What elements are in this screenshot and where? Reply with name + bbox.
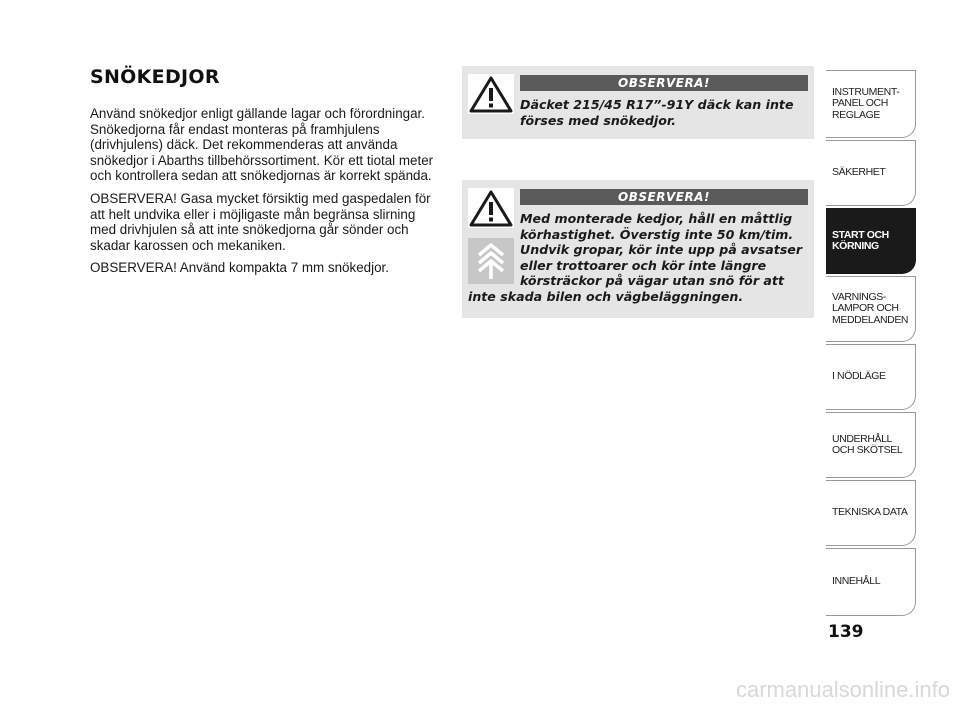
warning-triangle-icon	[468, 74, 514, 114]
tab-label: MEDDELANDEN	[832, 313, 909, 326]
tab-label: I NÖDLÄGE	[832, 370, 886, 383]
tab-label: KÖRNING	[832, 240, 879, 252]
tab-tekniska-data[interactable]	[826, 480, 916, 546]
tab-varningslampor[interactable]	[826, 276, 916, 342]
tab-i-nodlage[interactable]	[826, 344, 916, 410]
section-title: SNÖKEDJOR	[90, 66, 220, 88]
tab-label: TEKNISKA DATA	[832, 506, 908, 519]
warning-text	[468, 211, 806, 304]
warning-text-rest: inte skada bilen och vägbeläggningen.	[468, 288, 744, 304]
tab-label: UNDERHÅLL	[832, 432, 892, 445]
paragraph: Använd snökedjor enligt gällande lagar och förordningar. Snökedjorna får endast monteras på framhjulens (drivhjulens) däck. Det rekommenderas att använda snökedjor i Abarths tillbehörssortiment. Kör ett tiotal meter och kontrollera sedan att snökedjornas är korrekt spända.	[90, 106, 434, 184]
warning-box	[462, 66, 814, 139]
tab-label: SÄKERHET	[832, 166, 886, 179]
tab-label: OCH SKÖTSEL	[832, 444, 903, 456]
tab-label: PANEL OCH	[832, 97, 888, 110]
warning-text-indented: Med monterade kedjor, håll en måttlig körhastighet. Överstig inte 50 km/tim. Undvik gropar, kör inte upp på avsatser eller trottoarer och kör inte längre körsträckor på vägar utan snö för att	[520, 211, 803, 288]
section-body	[90, 106, 445, 283]
tab-label: INSTRUMENT-	[832, 85, 900, 98]
tab-innehall[interactable]	[826, 548, 916, 616]
warning-text: Däcket 215/45 R17”-91Y däck kan inte förses med snökedjor.	[520, 97, 794, 128]
tab-label: VARNINGS-	[832, 290, 886, 303]
watermark: carmanualsonline.info	[735, 677, 950, 702]
warning-header: OBSERVERA!	[520, 75, 808, 91]
tab-underhall[interactable]	[826, 412, 916, 478]
tab-start-och-korning[interactable]	[826, 208, 916, 274]
tab-label: LAMPOR OCH	[832, 302, 899, 315]
paragraph: OBSERVERA! Gasa mycket försiktig med gaspedalen för att helt undvika eller i möjligaste mån begränsa slirning med drivhjulen så att inte snökedjorna går sönder och skadar karossen och mekaniken.	[90, 190, 431, 253]
tab-sakerhet[interactable]	[826, 140, 916, 206]
warning-box	[462, 180, 814, 318]
page-number: 139	[828, 622, 864, 642]
tab-instrumentpanel[interactable]	[826, 70, 916, 138]
tab-label: REGLAGE	[832, 108, 880, 121]
tab-label: START OCH	[832, 228, 889, 241]
warning-header: OBSERVERA!	[520, 189, 808, 205]
paragraph: OBSERVERA! Använd kompakta 7 mm snökedjor.	[90, 260, 389, 276]
tab-label: INNEHÅLL	[832, 575, 881, 588]
